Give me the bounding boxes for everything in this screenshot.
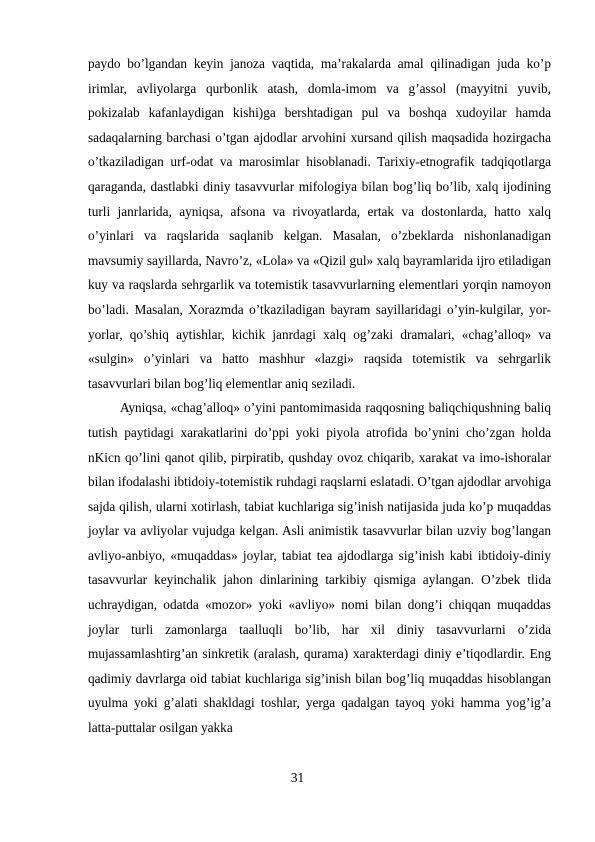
paragraph-1: paydo bo’lgandan keyin janoza vaqtida, ma’rakalarda amal qilinadigan juda ko’p irimlar, avliyolarga qurbonlik atash, domla-imom va g’assol (mayyitni yuvib, pokizalab kafanlaydigan kishi)ga bershtadigan pul va boshqa xudoyilar hamda sadaqalarning barchasi o’tgan ajdodlar arvohini xursand qilish maqsadida hozirgacha o’tkaziladigan urf-odat va marosimlar hisoblanadi. Tarixiy-etnografik tadqiqotlarga qaraganda, dastlabki diniy tasavvurlar mifologiya bilan bog’liq bo’lib, xalq ijodining turli janrlarida, ayniqsa, afsona va rivoyatlarda, ertak va dostonlarda, hatto xalq o’yinlari va raqslarida saqlanib kelgan. Masalan, o’zbeklarda nishonlanadigan mavsumiy sayillarda, Navro’z, «Lola» va «Qizil gul» xalq bayramlarida ijro etiladigan kuy va raqslarda sehrgarlik va totemistik tasavvurlarning elementlari yorqin namoyon bo’ladi. Masalan, Xorazmda o’tkaziladigan bayram sayillaridagi o’yin-kulgilar, yor-yorlar, qo’shiq aytishlar, kichik janrdagi xalq og’zaki dramalari, «chag’alloq» va «sulgin» o’yinlari va hatto mashhur «lazgi» raqsida totemistik va sehrgarlik tasavvurlari bilan bog’liq elementlar aniq seziladi.: [88, 56, 551, 391]
paragraph-2: Ayniqsa, «chag’alloq» o’yini pantomimasida raqqosning baliqchiqushning baliq tutish paytidagi xarakatlarini do’ppi yoki piyola atrofida bo’ynini cho’zgan holda nKicn qo’lini qanot qilib, pirpiratib, qushday ovoz chiqarib, xarakat va imo-ishoralar bilan ifodalashi ibtidoiy-totemistik ruhdagi raqslarni eslatadi. O’tgan ajdodlar arvohiga sajda qilish, ularni xotirlash, tabiat kuchlariga sig’inish natijasida juda ko’p muqaddas joylar va avliyolar vujudga kelgan. Asli animistik tasavvurlar bilan uzviy bog’langan avliyo-anbiyo, «muqaddas» joylar, tabiat tea ajdodlarga sig’inish kabi ibtidoiy-diniy tasavvurlar keyinchalik jahon dinlarining tarkibiy qismiga aylangan. O’zbek tlida uchraydigan, odatda «mozor» yoki «avliyo» nomi bilan dong’i chiqqan muqaddas joylar turli zamonlarga taalluqli bo’lib, har xil diniy tasavvurlarni o’zida mujassamlashtirg’an sinkretik (aralash, qurama) xarakterdagi diniy e’tiqodlardir. Eng qadimiy davrlarga oid tabiat kuchlariga sig’inish bilan bog’liq muqaddas hisoblangan uyulma yoki g’alati shakldagi toshlar, yerga qadalgan tayoq yoki hamma yog’ig’a latta-puttalar osilgan yakka: [88, 400, 551, 736]
page-body: [88, 52, 551, 741]
page-number: 31: [290, 770, 305, 785]
